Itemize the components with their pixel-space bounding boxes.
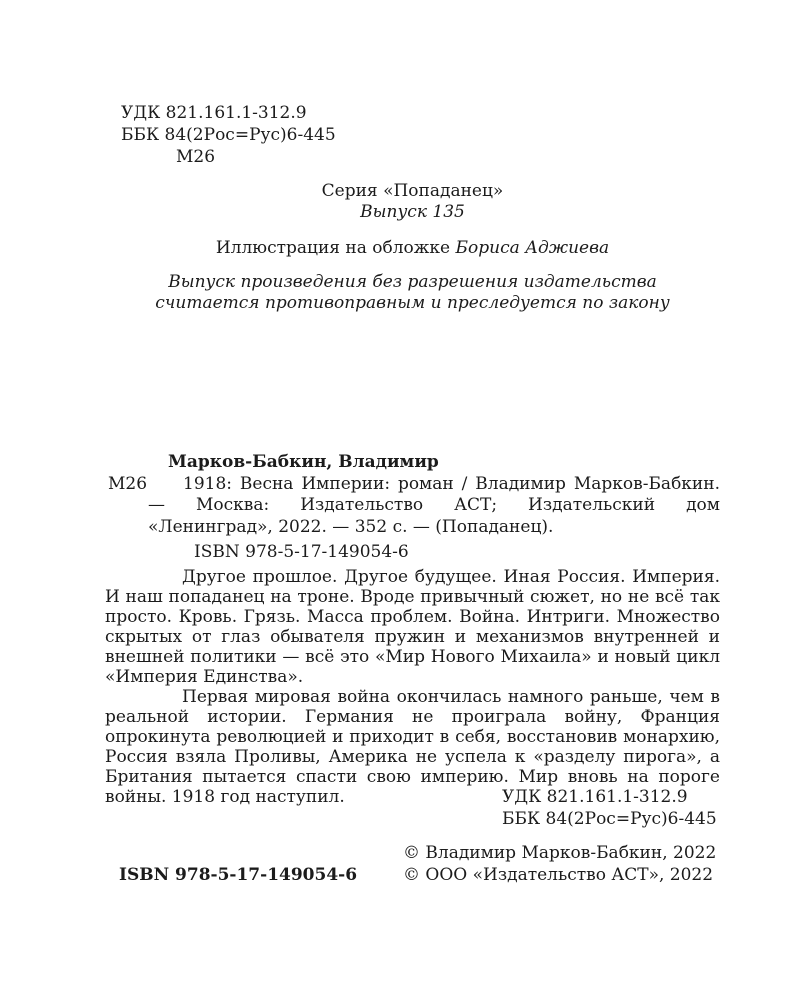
annotation-paragraph-1: Другое прошлое. Другое будущее. Иная Россия. Империя. И наш попаданец на троне. Вроде привычный сюжет, но не всё так просто. Кровь. Грязь. Масса проблем. Война. Интриги. Множество скрытых от глаз обывателя пружин и механизмов внутренней и внешней политики — всё это «Мир Нового Михаила» и новый цикл «Империя Единства». [105, 567, 720, 687]
catalog-entry-row [108, 473, 720, 539]
isbn-statement: ISBN 978-5-17-149054-6 [194, 542, 409, 562]
copyright-warning [105, 272, 720, 314]
catalog-author: Марков-Бабкин, Владимир [168, 452, 439, 472]
series-block [105, 181, 720, 223]
catalog-author-sign-code: М26 [108, 473, 148, 494]
catalog-bibliographic-entry: 1918: Весна Империи: роман / Владимир Марков-Бабкин. — Москва: Издательство АСТ; Издательский дом «Ленинград», 2022. — 352 с. — (Попаданец). [148, 473, 720, 537]
bbk-line-bottom: ББК 84(2Рос=Рус)6-445 [502, 809, 717, 829]
series-name: Серия «Попаданец» [321, 181, 504, 201]
bbk-line-top: ББК 84(2Рос=Рус)6-445 [121, 125, 336, 145]
copyright-author-line: © Владимир Марков-Бабкин, 2022 [403, 843, 717, 863]
udk-line-top: УДК 821.161.1-312.9 [121, 103, 307, 123]
annotation-paragraph-2: Первая мировая война окончилась намного раньше, чем в реальной истории. Германия не проиграла войну, Франция опрокинута революцией и приходит в себя, восстановив монархию, Россия взяла Проливы, Америка не успела к «разделу пирога», а Британия пытается спасти свою империю. Мир вновь на пороге войны. 1918 год наступил. [105, 687, 720, 807]
copyright-block [403, 842, 716, 886]
top-classification-block [121, 102, 336, 168]
copyright-warning-line-2: считается противоправным и преследуется по закону [155, 293, 670, 313]
illustration-credit [105, 238, 720, 259]
udk-line-bottom: УДК 821.161.1-312.9 [502, 787, 688, 807]
copyright-warning-line-1: Выпуск произведения без разрешения издательства [168, 272, 657, 292]
series-issue: Выпуск 135 [360, 202, 465, 222]
bottom-classification-block [502, 786, 717, 830]
catalog-card [105, 452, 720, 538]
isbn-bottom: ISBN 978-5-17-149054-6 [119, 865, 358, 885]
annotation-block [105, 567, 720, 807]
illustration-artist-name: Бориса Аджиева [455, 238, 610, 258]
illustration-credit-prefix: Иллюстрация на обложке [215, 238, 456, 258]
author-sign-code-top: М26 [176, 147, 216, 167]
copyright-publisher-line: © ООО «Издательство АСТ», 2022 [403, 865, 714, 885]
